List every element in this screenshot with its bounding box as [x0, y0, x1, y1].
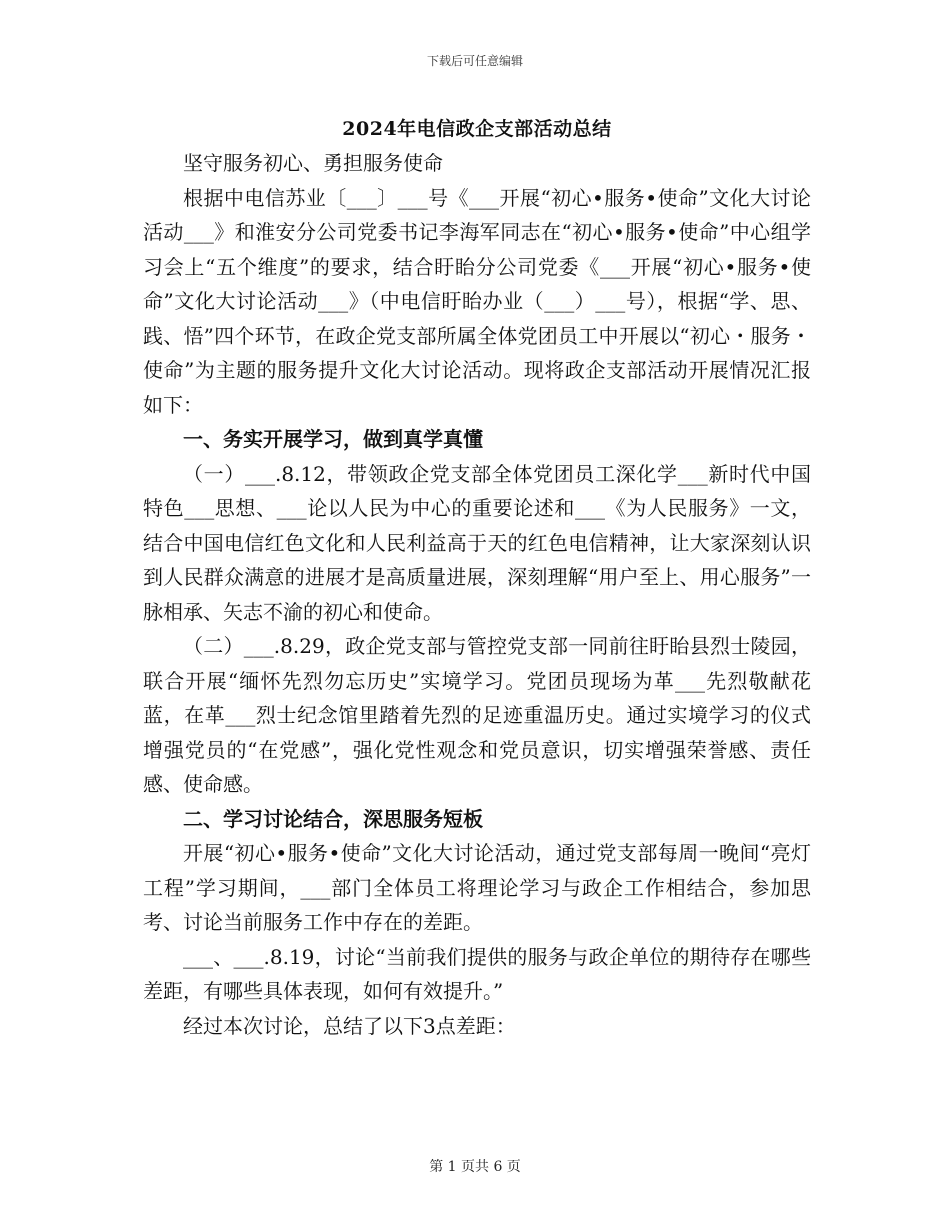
paragraph-item-2: （二）___.8.29，政企党支部与管控党支部一同前往盱眙县烈士陵园，联合开展“缅怀先烈勿忘历史”实境学习。党团员现场为革___先烈敬献花蓝，在革___烈士纪念馆里踏着先烈的足迹重温历史。通过实境学习的仪式增强党员的“在党感”，强化党性观念和党员意识，切实增强荣誉感、责任感、使命感。	[143, 634, 811, 796]
paragraph-date-topic: ___、___.8.19，讨论“当前我们提供的服务与政企单位的期待存在哪些差距，有哪些具体表现，如何有效提升。”	[143, 944, 811, 1003]
paragraph-item-1: （一）___.8.12，带领政企党支部全体党团员工深化学___新时代中国特色___思想、___论以人民为中心的重要论述和___《为人民服务》一文，结合中国电信红色文化和人民利益高于天的红色电信精神，让大家深刻认识到人民群众满意的进展才是高质量进展，深刻理解“用户至上、用心服务”一脉相承、矢志不渝的初心和使命。	[143, 461, 811, 624]
paragraph-summary: 经过本次讨论，总结了以下3点差距：	[183, 1013, 516, 1038]
page-number: 第 1 页共 6 页	[429, 1159, 521, 1175]
section-heading-1: 一、务实开展学习，做到真学真懂	[183, 427, 483, 451]
page-header-note: 下载后可任意编辑	[426, 54, 523, 68]
paragraph-subtitle: 坚守服务初心、勇担服务使命	[183, 151, 443, 175]
paragraph-discussion: 开展“初心•服务•使命”文化大讨论活动，通过党支部每周一晚间“亮灯工程”学习期间，___部门全体员工将理论学习与政企工作相结合，参加思考、讨论当前服务工作中存在的差距。	[143, 841, 811, 934]
paragraph-intro: 根据中电信苏业〔___〕___号《___开展“初心•服务•使命”文化大讨论活动___》和淮安分公司党委书记李海军同志在“初心•服务•使命”中心组学习会上“五个维度”的要求，结合盱眙分公司党委《___开展“初心•服务•使命”文化大讨论活动___》（中电信盱眙办业（___）___号），根据“学、思、践、悟”四个环节，在政企党支部所属全体党团员工中开展以“初心・服务・使命”为主题的服务提升文化大讨论活动。现将政企支部活动开展情况汇报如下：	[143, 185, 811, 417]
document-body	[143, 112, 811, 1043]
document-title: 2024年电信政企支部活动总结	[342, 118, 612, 140]
section-heading-2: 二、学习讨论结合，深思服务短板	[183, 806, 483, 831]
